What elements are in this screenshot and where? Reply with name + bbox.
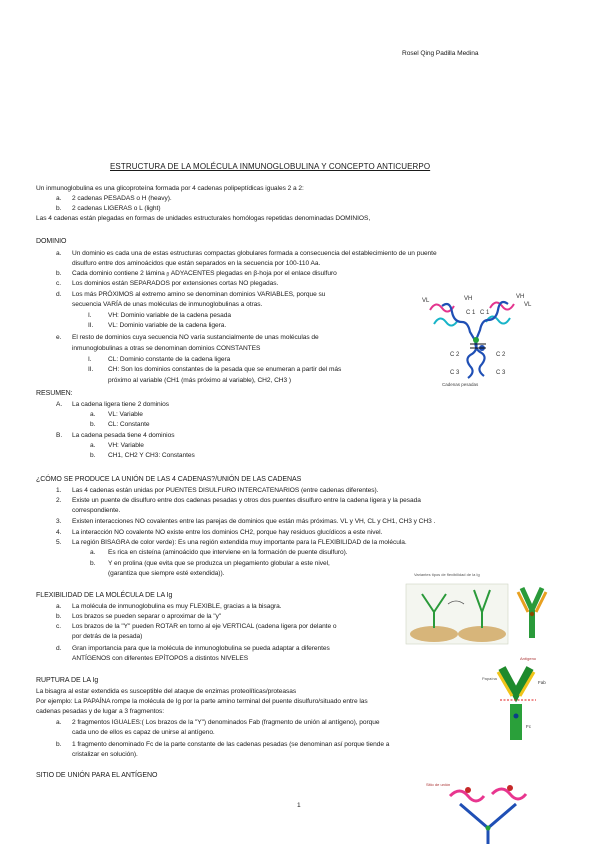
resumen-marker-B: B. [56,432,63,439]
label-c1-left: C 1 [466,310,476,316]
label-vh-right: VH [516,294,525,300]
flex-b: Los brazos se pueden separar o aproximar de la "y" [72,613,222,620]
dominio-marker-e: e. [56,334,62,341]
intro-marker-b: b. [56,205,62,212]
fab-arms [502,668,530,694]
resumen-B-marker-b: b. [90,452,96,459]
ruptura-b-line2: cristalizar en solución). [72,751,138,758]
resumen-ch: CH1, CH2 Y CH3: Constantes [108,452,195,459]
ruptura-b-line1: 1 fragmento denominado Fc de la parte constante de las cadenas pesadas (se denominan así porque tiende a [72,741,390,748]
resumen-A-marker-a: a. [90,411,96,418]
dominio-marker-dII: II. [88,322,94,329]
y-hinge [530,612,534,616]
light-chain-variable-right [490,302,514,309]
label-vh-left: VH [464,296,473,302]
antigen-left [465,787,471,793]
union-item-2-line1: Existe un puente de disulfuro entre dos cadenas pesadas y otros dos puentes disulfuro entre la cadena ligera y la pesada [72,497,421,504]
dominio-a-line2: disulfuro entre dos aminoácidos que están separados en la secuencia por 100-110 Aa. [72,260,321,267]
figure4-note: Sitio de unión [426,782,451,787]
intro-marker-a: a. [56,195,62,202]
dominio-marker-a: a. [56,250,62,257]
intro-item-a: 2 cadenas PESADAS o H (heavy). [72,195,172,202]
union-marker-3: 3. [56,518,62,525]
resumen-heading: RESUMEN: [36,390,73,397]
dominio-marker-c: c. [56,280,62,287]
antigen-right [507,785,513,791]
union-marker-2: 2. [56,497,62,504]
resumen-cl: CL: Constante [108,421,150,428]
ruptura-p1: La bisagra al estar extendida es susceptible del ataque de enzimas proteolíticas/proteasas [36,688,297,695]
union-5-marker-a: a. [90,549,96,556]
intro-item-b: 2 cadenas LIGERAS o L (light) [72,205,161,212]
figure3-top-label: Antígeno [520,656,537,661]
resumen-heavy-chain: La cadena pesada tiene 4 dominios [72,432,175,439]
union-item-5a: Es rica en cisteína (aminoácido que interviene en la formación de puente disulfuro). [108,549,348,556]
figure1-caption: Cadenas pesadas [442,382,479,387]
flex-d-line1: Gran importancia para que la molécula de inmunoglobulina se pueda adaptar a diferentes [72,645,330,652]
resumen-light-chain: La cadena ligera tiene 2 dominios [72,401,169,408]
flex-marker-d: d. [56,645,62,652]
union-item-5b-line1: Y en prolina (que evita que se produzca un plegamiento globular a este nivel, [108,560,330,567]
fc-marker [514,714,519,719]
sitio-heading: SITIO DE UNIÓN PARA EL ANTÍGENO [36,772,158,779]
cell-surface-right [458,626,506,642]
dominio-marker-d: d. [56,291,62,298]
ruptura-marker-b: b. [56,741,62,748]
label-c2-right: C 2 [496,352,506,358]
dominio-e-ch-line1: CH: Son los dominios constantes de la pesada que se enumeran a partir del más [108,366,342,373]
cell-surface-left [410,626,458,642]
ruptura-a-line2: cada uno de ellos es capaz de unirse al antígeno. [72,729,215,736]
flex-a: La molécula de inmunoglobulina es muy FLEXIBLE, gracias a la bisagra. [72,603,282,610]
antibody-domains-figure [420,288,538,388]
author-name: Rosel Qing Padilla Medina [402,50,479,57]
figure2-title: Variantes tipos de flexibilidad de la Ig [414,572,480,577]
label-c1-right: C 1 [480,310,490,316]
dominio-e-line2: inmunoglobulinas a otras se denominan dominios CONSTANTES [72,345,261,352]
ruptura-a-line1: 2 fragmentos IGUALES:( Los brazos de la "Y") denominados Fab (fragmento de unión al antígeno), porque [72,719,380,726]
resumen-vh: VH: Variable [108,442,144,449]
flex-c-line2: por detrás de la pesada) [72,633,143,640]
heavy-chain-arms [460,804,516,828]
union-item-4: La interacción NO covalente NO existe entre los dominios CH2, porque hay residuos glucídicos a este nivel. [72,529,383,536]
union-item-5: La región BISAGRA de color verde): Es una región extendida muy importante para la FLEXIBILIDAD de la molécula. [72,539,407,546]
dominio-d-vh: VH: Dominio variable de la cadena pesada [108,312,231,319]
ruptura-p2-line1: Por ejemplo: La PAPAÍNA rompe la molécula de Ig por la parte amino terminal del puente disulfuro/situado entre las [36,698,368,705]
label-vl-left: VL [422,298,430,304]
dominio-c: Los dominios están SEPARADOS por extensiones cortas NO plegadas. [72,280,279,287]
antigen-binding-site-figure [420,778,560,844]
dominio-marker-eII: II. [88,366,94,373]
union-marker-4: 4. [56,529,62,536]
union-item-5b-line2: (garantiza que siempre esté extendida)). [108,570,225,577]
union-item-3: Existen interacciones NO covalentes entre las parejas de dominios que están más próximas. VL y VH, CL y CH1, CH3 y CH3 . [72,518,436,525]
intro-lead: Un inmunoglobulina es una glicoproteína formada por 4 cadenas polipeptídicas iguales 2 a 2: [36,185,304,192]
dominio-a-line1: Un dominio es cada una de estas estructuras compactas globulares formada a consecuencia del establecimiento de un puente [72,250,437,257]
flex-d-line2: ANTÍGENOS con diferentes EPÍTOPOS a distintos NIVELES [72,655,249,662]
flex-marker-c: c. [56,623,62,630]
dominio-heading: DOMINIO [36,238,67,245]
hinge-marker [473,337,479,343]
dominio-marker-b: b. [56,270,62,277]
intro-close: Las 4 cadenas están plegadas en formas de unidades estructurales homólogas repetidas denominadas DOMINIOS, [36,215,371,222]
label-c3-left: C 3 [450,370,460,376]
figure3-left-label: Papaína [482,676,497,681]
label-fc: Fc [526,724,531,729]
dominio-marker-dI: I. [88,312,92,319]
dominio-d-vl: VL: Dominio variable de la cadena ligera. [108,322,227,329]
dominio-d-line2: secuencia VARÍA de unas moléculas de inmunoglobulinas a otras. [72,301,263,308]
union-marker-1: 1. [56,487,62,494]
union-5-marker-b: b. [90,560,96,567]
flexibility-figure [404,570,556,648]
resumen-vl: VL: Variable [108,411,143,418]
dominio-marker-eI: I. [88,356,92,363]
hinge-region [486,826,491,831]
union-heading: ¿CÓMO SE PRODUCE LA UNIÓN DE LAS 4 CADENAS?/UNIÓN DE LAS CADENAS [36,476,302,483]
dominio-e-line1: El resto de dominios cuya secuencia NO varía sustancialmente de unas moléculas de [72,334,319,341]
dominio-d-line1: Los más PRÓXIMOS al extremo amino se denominan dominios VARIABLES, porque su [72,291,326,298]
ruptura-marker-a: a. [56,719,62,726]
flex-c-line1: Los brazos de la "Y" pueden ROTAR en torno al eje VERTICAL (cadena ligera por delante o [72,623,337,630]
union-item-2-line2: correspondiente. [72,507,121,514]
papain-cleavage-figure [480,654,560,750]
flex-heading: FLEXIBILIDAD DE LA MOLÉCULA DE LA Ig [36,592,173,599]
dominio-e-ch-line2: próximo al variable (CH1 (más próximo al variable), CH2, CH3 ) [108,377,292,384]
fc-fragment [510,704,522,740]
label-fab: Fab [538,680,546,685]
page-title: ESTRUCTURA DE LA MOLÉCULA INMUNOGLOBULINA Y CONCEPTO ANTICUERPO [110,162,431,171]
resumen-A-marker-b: b. [90,421,96,428]
resumen-marker-A: A. [56,401,63,408]
ruptura-heading: RUPTURA DE LA Ig [36,677,99,684]
dominio-b: Cada dominio contiene 2 lámina ᵦ ADYACENTES plegadas en β-hoja por el enlace disulfuro [72,270,337,277]
flex-marker-a: a. [56,603,62,610]
flex-marker-b: b. [56,613,62,620]
union-marker-5: 5. [56,539,62,546]
ruptura-p2-line2: cadenas pesadas y de lugar a 3 fragmentos: [36,708,165,715]
union-item-1: Las 4 cadenas están unidas por PUENTES DISULFURO INTERCATENARIOS (entre cadenas diferentes). [72,487,379,494]
label-c2-left: C 2 [450,352,460,358]
page-number: 1 [297,802,301,809]
label-vl-right: VL [524,302,532,308]
resumen-B-marker-a: a. [90,442,96,449]
dominio-e-cl: CL: Dominio constante de la cadena ligera [108,356,231,363]
label-c3-right: C 3 [496,370,506,376]
